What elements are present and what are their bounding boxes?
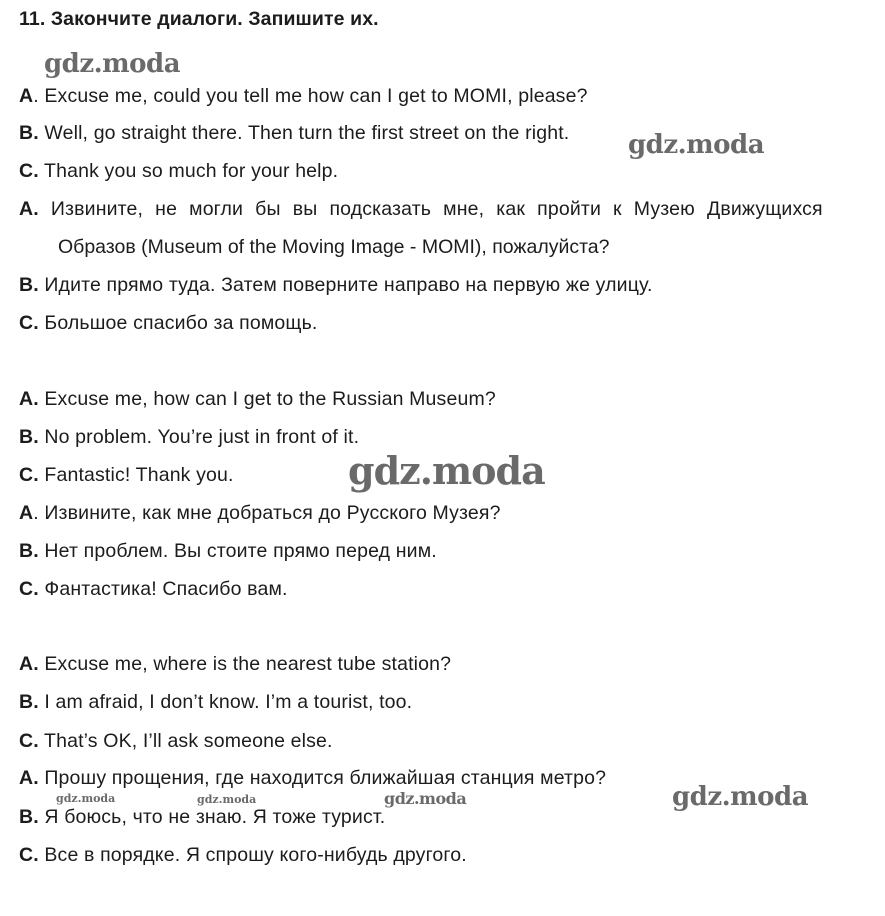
speaker-punct: . [33,464,39,486]
line-text: Я боюсь, что не знаю. Я тоже турист. [44,806,386,828]
speaker-punct: . [33,160,39,182]
dialogue-line [19,730,333,753]
line-text: Прошу прощения, где находится ближайшая станция метро? [44,767,607,789]
dialogue-line [19,198,823,221]
watermark: gdz.moda [672,782,809,812]
watermark: gdz.moda [56,792,116,805]
dialogue-line [19,160,338,183]
speaker-label: B [19,540,34,562]
dialogue-line [19,464,234,487]
speaker-punct: . [33,691,39,713]
dialogue-line [19,653,451,676]
speaker-punct: . [33,388,39,410]
line-text: Excuse me, where is the nearest tube station? [44,653,452,675]
speaker-punct: . [33,730,39,752]
speaker-label: C [19,844,34,866]
line-text: Thank you so much for your help. [44,160,339,182]
dialogue-line [19,85,588,108]
speaker-punct: . [33,312,39,334]
speaker-label: A [19,502,34,524]
watermark: gdz.moda [384,789,467,808]
dialogue-line [19,540,437,563]
line-text: Извините, не могли бы вы подсказать мне, как пройти к Музею Движущихся [50,198,823,220]
speaker-label: B [19,691,34,713]
speaker-punct: . [33,653,39,675]
speaker-label: C [19,160,34,182]
speaker-label: C [19,730,34,752]
line-text: No problem. You’re just in front of it. [44,426,360,448]
speaker-punct: . [33,540,39,562]
speaker-punct: . [33,578,39,600]
speaker-label: A [19,198,34,220]
speaker-punct: . [33,767,39,789]
line-text: Все в порядке. Я спрошу кого-нибудь другого. [44,844,467,866]
speaker-punct: . [33,806,39,828]
dialogue-line [19,844,467,867]
speaker-label: A [19,388,34,410]
watermark: gdz.moda [628,130,765,160]
speaker-label: B [19,274,34,296]
dialogue-line [19,388,496,411]
speaker-punct: . [33,426,39,448]
line-text: Идите прямо туда. Затем поверните направо на первую же улицу. [44,274,653,296]
watermark: gdz.moda [44,49,181,79]
dialogue-line [19,122,569,145]
speaker-punct: . [33,274,39,296]
speaker-label: B [19,122,34,144]
line-text: Fantastic! Thank you. [44,464,234,486]
watermark: gdz.moda [348,448,545,493]
dialogue-line [19,767,606,790]
dialogue-line [19,578,288,601]
speaker-punct: . [33,844,39,866]
speaker-label: B [19,806,34,828]
dialogue-line-continuation [58,236,610,259]
speaker-label: A [19,767,34,789]
task-title: 11. Закончите диалоги. Запишите их. [19,8,379,30]
speaker-label: B [19,426,34,448]
dialogue-line [19,502,501,525]
speaker-label: C [19,464,34,486]
line-text: That’s OK, I’ll ask someone else. [44,730,333,752]
speaker-punct: . [33,502,39,524]
line-text: Извините, как мне добраться до Русского Музея? [44,502,501,524]
watermark: gdz.moda [197,793,257,806]
speaker-punct: . [33,85,39,107]
line-text: Excuse me, how can I get to the Russian Museum? [44,388,496,410]
line-text: Нет проблем. Вы стоите прямо перед ним. [44,540,437,562]
speaker-punct: . [33,122,39,144]
line-text: I am afraid, I don’t know. I’m a tourist, too. [44,691,413,713]
line-text: Большое спасибо за помощь. [44,312,318,334]
speaker-punct: . [33,198,39,220]
speaker-label: C [19,578,34,600]
dialogue-line [19,806,385,829]
line-text: Excuse me, could you tell me how can I get to MOMI, please? [44,85,588,107]
line-text: Фантастика! Спасибо вам. [44,578,288,600]
speaker-label: C [19,312,34,334]
dialogue-line [19,274,653,297]
speaker-label: A [19,653,34,675]
line-text: Well, go straight there. Then turn the first street on the right. [44,122,570,144]
line-text: Образов (Museum of the Moving Image - MOMI), пожалуйста? [58,236,610,258]
dialogue-line [19,312,318,335]
speaker-label: A [19,85,34,107]
dialogue-line [19,691,412,714]
dialogue-line [19,426,359,449]
